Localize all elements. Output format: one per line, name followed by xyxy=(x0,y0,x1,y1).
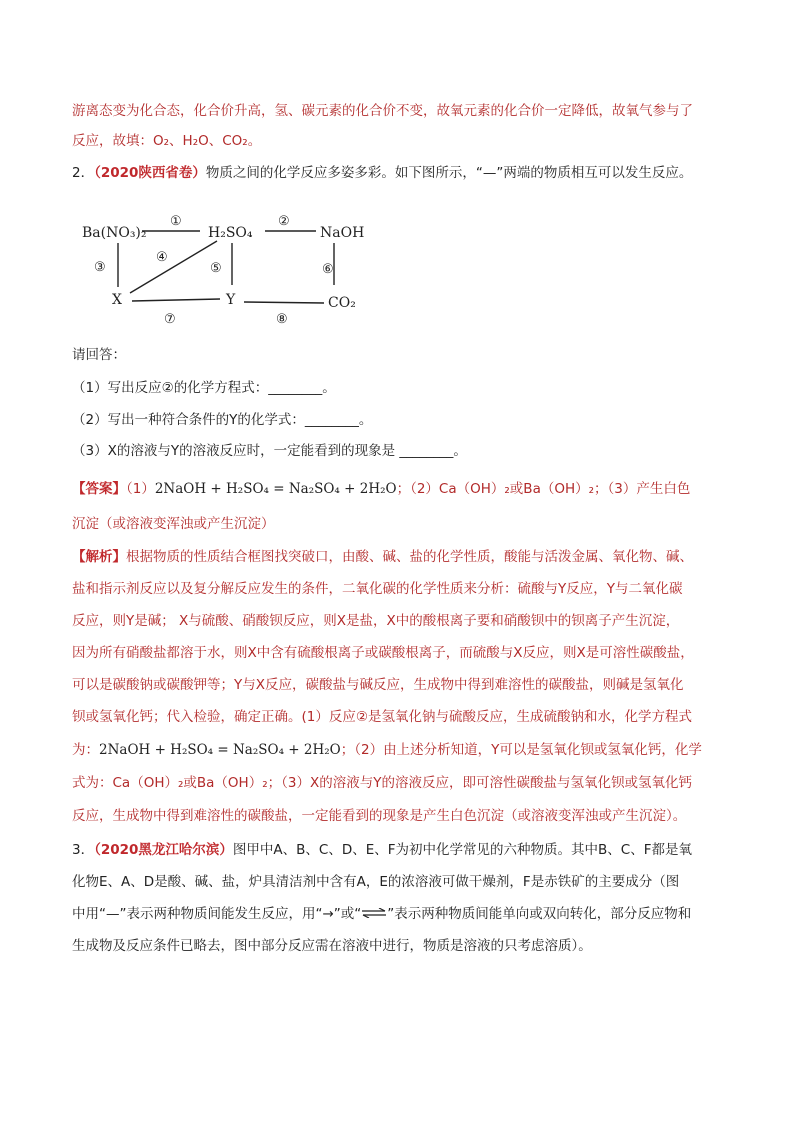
question-3-text-3b: ”表示两种物质间能单向或双向转化，部分反应物和 xyxy=(387,906,692,922)
answer-line-1 xyxy=(72,479,690,499)
question-3-text-1: 图甲中A、B、C、D、E、F为初中化学常见的六种物质。其中B、C、F都是氧 xyxy=(232,842,692,858)
link-7 xyxy=(132,299,220,301)
node-x: X xyxy=(112,292,122,308)
analysis-text-7a: 为： xyxy=(72,742,99,758)
question-3-line-4: 生成物及反应条件已略去，图中部分反应需在溶液中进行，物质是溶液的只考虑溶质）。 xyxy=(72,938,592,954)
analysis-line-3: 反应，则Y是碱； X与硫酸、硝酸钡反应，则X是盐，X中的酸根离子要和硝酸钡中的钡离子产生沉淀， xyxy=(72,613,680,629)
reaction-label-5: ⑤ xyxy=(210,261,222,276)
node-co2: CO₂ xyxy=(328,295,356,311)
sub-question-2: （2）写出一种符合条件的Y的化学式：________。 xyxy=(72,412,373,428)
link-8 xyxy=(244,302,324,303)
analysis-text-1: 根据物质的性质结合框图找突破口，由酸、碱、盐的化学性质，酸能与活泼金属、氧化物、碱、 xyxy=(126,549,693,565)
analysis-line-4: 因为所有硝酸盐都溶于水，则X中含有硫酸根离子或碳酸根离子，而硫酸与X反应，则X是可溶性碳酸盐， xyxy=(72,645,694,661)
reaction-label-4: ④ xyxy=(156,250,168,265)
question-3-line-2: 化物E、A、D是酸、碱、盐，炉具清洁剂中含有A，E的浓溶液可做干燥剂，F是赤铁矿的主要成分（图 xyxy=(72,874,680,890)
prompt-line: 请回答： xyxy=(72,347,126,363)
node-y: Y xyxy=(226,292,236,308)
question-3-line-3 xyxy=(72,904,691,924)
reaction-label-3: ③ xyxy=(94,260,106,275)
question-number: 2． xyxy=(72,165,95,181)
reaction-label-6: ⑥ xyxy=(322,262,334,277)
analysis-line-7 xyxy=(72,740,702,760)
analysis-tag: 【解析】 xyxy=(72,549,126,565)
analysis-line-5: 可以是碳酸钠或碳酸钾等；Y与X反应，碳酸盐与碱反应，生成物中得到难溶性的碳酸盐，则碱是氢氧化 xyxy=(72,677,684,693)
answer-equation: 2NaOH + H₂SO₄ = Na₂SO₄ + 2H₂O xyxy=(154,481,397,497)
node-ba-no3-2: Ba(NO₃)₂ xyxy=(82,225,147,241)
analysis-line-1 xyxy=(72,547,693,567)
reaction-label-1: ① xyxy=(170,214,182,229)
sub-question-3: （3）X的溶液与Y的溶液反应时，一定能看到的现象是 ________。 xyxy=(72,443,467,459)
question-source: （2020黑龙江哈尔滨） xyxy=(94,842,233,858)
answer-tag: 【答案】 xyxy=(72,481,126,497)
analysis-line-6: 钡或氢氧化钙；代入检验，确定正确。(1）反应②是氢氧化钠与硫酸反应，生成硫酸钠和水，化学方程式 xyxy=(72,709,692,725)
question-stem: 物质之间的化学反应多姿多彩。如下图所示，“—”两端的物质相互可以发生反应。 xyxy=(205,165,693,181)
analysis-equation: 2NaOH + H₂SO₄ = Na₂SO₄ + 2H₂O xyxy=(99,742,341,758)
question-source: （2020陕西省卷） xyxy=(94,165,206,181)
analysis-line-9: 反应，生成物中得到难溶性的碳酸盐，一定能看到的现象是产生白色沉淀（或溶液变浑浊或产生沉淀）。 xyxy=(72,808,687,824)
answer-part-1: （1） xyxy=(126,481,155,497)
reaction-label-2: ② xyxy=(278,214,290,229)
prev-analysis-line-1: 游离态变为化合态，化合价升高，氢、碳元素的化合价不变，故氧元素的化合价一定降低，故氧气参与了 xyxy=(72,103,693,119)
answer-line-2: 沉淀（或溶液变浑浊或产生沉淀） xyxy=(72,516,275,532)
node-naoh: NaOH xyxy=(320,225,365,241)
reaction-label-7: ⑦ xyxy=(164,312,176,327)
node-h2so4: H₂SO₄ xyxy=(208,225,253,241)
reaction-diagram-svg xyxy=(72,205,392,335)
analysis-line-8: 式为：Ca（OH）₂或Ba（OH）₂；（3）X的溶液与Y的溶液反应，即可溶性碳酸盐与氢氧化钡或氢氧化钙 xyxy=(72,775,692,791)
prev-analysis-line-2: 反应，故填：O₂、H₂O、CO₂。 xyxy=(72,133,262,149)
answer-part-2: ；（2）Ca（OH）₂或Ba（OH）₂；（3）产生白色 xyxy=(396,481,691,497)
analysis-text-7b: ；（2）由上述分析知道，Y可以是氢氧化钡或氢氧化钙，化学 xyxy=(340,742,702,758)
link-4 xyxy=(130,241,217,293)
double-arrow-icon xyxy=(361,904,387,924)
sub-question-1: （1）写出反应②的化学方程式：________。 xyxy=(72,380,336,396)
reaction-diagram xyxy=(72,205,392,335)
reaction-label-8: ⑧ xyxy=(276,312,288,327)
question-3-text-3a: 中用“—”表示两种物质间能发生反应，用“→”或“ xyxy=(72,906,362,922)
analysis-line-2: 盐和指示剂反应以及复分解反应发生的条件，二氧化碳的化学性质来分析：硫酸与Y反应，Y与二氧化碳 xyxy=(72,581,683,597)
question-2-stem-line xyxy=(72,163,692,183)
question-number: 3． xyxy=(72,842,95,858)
question-3-line-1 xyxy=(72,840,692,860)
